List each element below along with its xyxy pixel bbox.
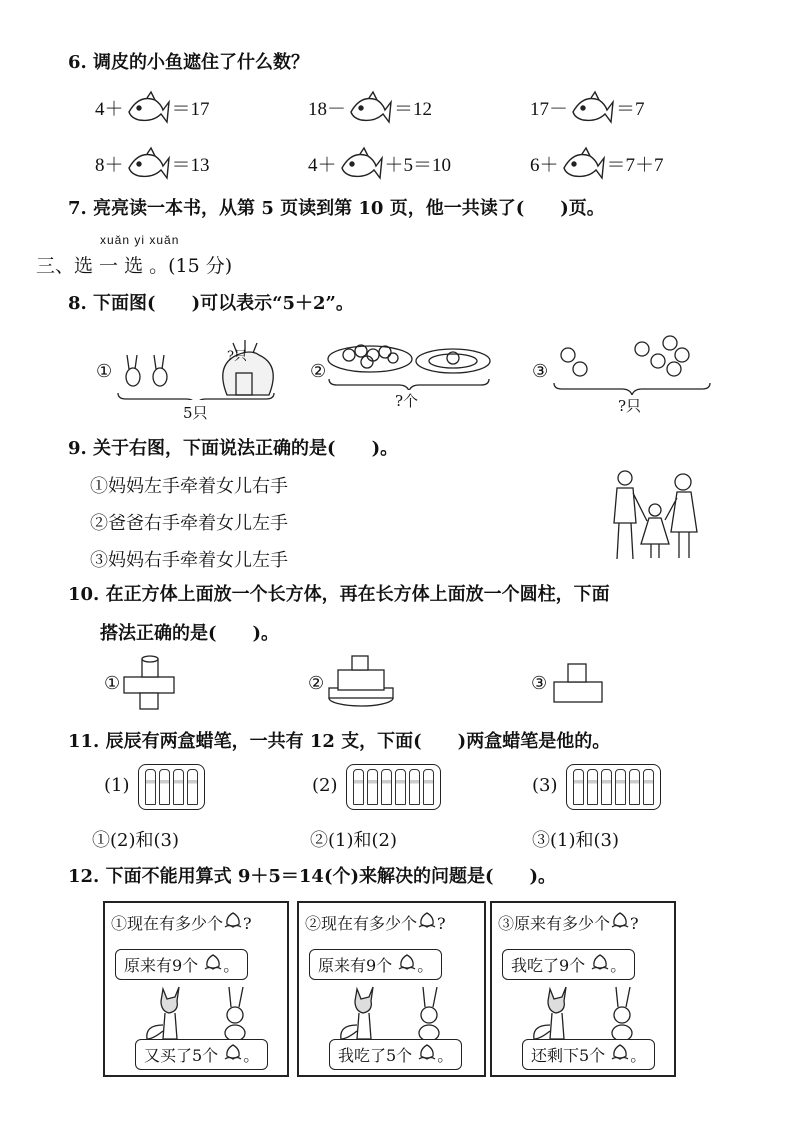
- crayon-icon: [395, 769, 406, 805]
- q8-option-1-label: 5只: [183, 404, 208, 422]
- peach-icon: [397, 953, 417, 971]
- panel-question: [305, 911, 446, 934]
- crayon-icon: [629, 769, 640, 805]
- q11-option-1: ①(2)和(3): [92, 830, 179, 851]
- bubble-text: 原来有9个: [318, 956, 393, 975]
- q6-title: 6. 调皮的小鱼遮住了什么数？: [68, 52, 310, 73]
- speech-bubble-top: [502, 949, 635, 980]
- panel-question-end: ?: [630, 914, 639, 933]
- apples-plates-icon: [327, 335, 492, 390]
- chicks-icon: [550, 333, 720, 395]
- stack-shape-1-icon: [122, 655, 182, 710]
- bubble-end: 。: [243, 1046, 260, 1065]
- crayon-icon: [643, 769, 654, 805]
- animals-picture: [133, 981, 263, 1048]
- q10-option-2-num: ②: [308, 673, 325, 694]
- peach-icon: [417, 1043, 437, 1061]
- bubble-end: 。: [610, 956, 627, 975]
- crayon-icon: [367, 769, 378, 805]
- crayon-icon: [187, 769, 198, 805]
- panel-question-end: ?: [243, 914, 252, 933]
- q10-title-line2: 搭法正确的是( )。: [100, 623, 280, 644]
- q8-option-2-label: ?个: [395, 392, 419, 410]
- panel-question-text: ②现在有多少个: [305, 914, 418, 933]
- bubble-text: 还剩下5个: [531, 1046, 606, 1065]
- panel-question-end: ?: [437, 914, 446, 933]
- fish-icon: [560, 146, 606, 180]
- crayon-icon: [587, 769, 598, 805]
- fish-equation: [95, 90, 210, 124]
- q8-option-1-num: ①: [96, 361, 113, 382]
- section3-pinyin: xuǎn yi xuǎn: [100, 233, 180, 247]
- stack-shape-2-icon: [326, 652, 396, 710]
- fish-icon: [347, 90, 393, 124]
- bubble-end: 。: [417, 956, 434, 975]
- crayon-box: [138, 764, 205, 810]
- bubble-end: 。: [223, 956, 240, 975]
- equation-after: ＝12: [394, 98, 433, 120]
- q10-option-3-num: ③: [531, 673, 548, 694]
- q9-title: 9. 关于右图，下面说法正确的是( )。: [68, 438, 399, 459]
- q11-option-2: ②(1)和(2): [310, 830, 397, 851]
- speech-bubble-bottom: [329, 1039, 462, 1070]
- q9-option-2: ②爸爸右手牵着女儿左手: [90, 513, 288, 534]
- crayon-icon: [145, 769, 156, 805]
- fish-icon: [125, 146, 171, 180]
- q12-title: 12. 下面不能用算式 9＋5＝14(个)来解决的问题是( )。: [68, 866, 557, 887]
- peach-icon: [590, 953, 610, 971]
- crayon-icon: [159, 769, 170, 805]
- peach-icon: [610, 911, 630, 929]
- animals-picture: [520, 981, 650, 1048]
- q9-option-3: ③妈妈右手牵着女儿左手: [90, 550, 288, 571]
- crayon-icon: [409, 769, 420, 805]
- equation-before: 6＋: [530, 154, 559, 176]
- equation-before: 4＋: [308, 154, 337, 176]
- fish-equation: [308, 146, 451, 180]
- q11-option-3: ③(1)和(3): [532, 830, 619, 851]
- speech-bubble-top: [309, 949, 442, 980]
- crayon-icon: [573, 769, 584, 805]
- crayon-icon: [601, 769, 612, 805]
- peach-icon: [203, 953, 223, 971]
- fish-icon: [569, 90, 615, 124]
- q9-option-1: ①妈妈左手牵着女儿右手: [90, 476, 288, 497]
- crayon-box: [566, 764, 661, 810]
- peach-icon: [417, 911, 437, 929]
- equation-before: 4＋: [95, 98, 124, 120]
- stack-shape-3-icon: [550, 660, 610, 705]
- equation-after: ＋5＝10: [384, 154, 452, 176]
- equation-after: ＝7＋7: [606, 154, 664, 176]
- peach-icon: [223, 1043, 243, 1061]
- q8-title: 8. 下面图( )可以表示“5＋2”。: [68, 293, 354, 314]
- q7-title: 7. 亮亮读一本书，从第 5 页读到第 10 页，他一共读了( )页。: [68, 198, 605, 219]
- crayon-box-label: (1): [104, 775, 130, 796]
- speech-bubble-bottom: [522, 1039, 655, 1070]
- fox-and-rabbit-icon: [133, 981, 263, 1043]
- q11-title: 11. 辰辰有两盒蜡笔，一共有 12 支，下面( )两盒蜡笔是他的。: [68, 731, 611, 752]
- equation-before: 18－: [308, 98, 347, 120]
- equation-after: ＝7: [616, 98, 645, 120]
- q12-panel: [103, 901, 289, 1077]
- fish-equation: [530, 146, 664, 180]
- fox-and-rabbit-icon: [520, 981, 650, 1043]
- speech-bubble-bottom: [135, 1039, 268, 1070]
- equation-before: 8＋: [95, 154, 124, 176]
- fish-icon: [125, 90, 171, 124]
- bubble-text: 我吃了9个: [511, 956, 586, 975]
- peach-icon: [610, 1043, 630, 1061]
- speech-bubble-top: [115, 949, 248, 980]
- family-picture-icon: [605, 468, 705, 563]
- crayon-box-label: (3): [532, 775, 558, 796]
- crayon-icon: [423, 769, 434, 805]
- fish-equation: [530, 90, 645, 124]
- bubble-text: 原来有9个: [124, 956, 199, 975]
- fish-equation: [95, 146, 210, 180]
- bubble-end: 。: [437, 1046, 454, 1065]
- crayon-box-label: (2): [312, 775, 338, 796]
- fox-and-rabbit-icon: [327, 981, 457, 1043]
- peach-icon: [223, 911, 243, 929]
- q8-option-3-num: ③: [532, 361, 549, 382]
- crayon-icon: [381, 769, 392, 805]
- animals-picture: [327, 981, 457, 1048]
- fish-icon: [338, 146, 384, 180]
- equation-after: ＝17: [171, 98, 210, 120]
- bubble-text: 我吃了5个: [338, 1046, 413, 1065]
- panel-question-text: ①现在有多少个: [111, 914, 224, 933]
- q10-title: 10. 在正方体上面放一个长方体，再在长方体上面放一个圆柱，下面: [68, 584, 610, 605]
- q10-option-1-num: ①: [104, 673, 121, 694]
- panel-question: [111, 911, 252, 934]
- crayon-box: [346, 764, 441, 810]
- panel-question: [498, 911, 639, 934]
- panel-question-text: ③原来有多少个: [498, 914, 611, 933]
- crayon-icon: [173, 769, 184, 805]
- equation-after: ＝13: [171, 154, 210, 176]
- q12-panel: [297, 901, 486, 1077]
- q8-option-2-num: ②: [310, 361, 327, 382]
- q8-option-1-extra: ?只: [227, 349, 247, 364]
- crayon-icon: [615, 769, 626, 805]
- q12-panel: [490, 901, 676, 1077]
- rabbits-and-house-icon: [115, 335, 280, 400]
- crayon-icon: [353, 769, 364, 805]
- equation-before: 17－: [530, 98, 569, 120]
- section3-title: 三、选 一 选 。(15 分): [36, 255, 233, 277]
- bubble-end: 。: [630, 1046, 647, 1065]
- fish-equation: [308, 90, 432, 124]
- q8-option-3-label: ?只: [618, 397, 642, 415]
- bubble-text: 又买了5个: [144, 1046, 219, 1065]
